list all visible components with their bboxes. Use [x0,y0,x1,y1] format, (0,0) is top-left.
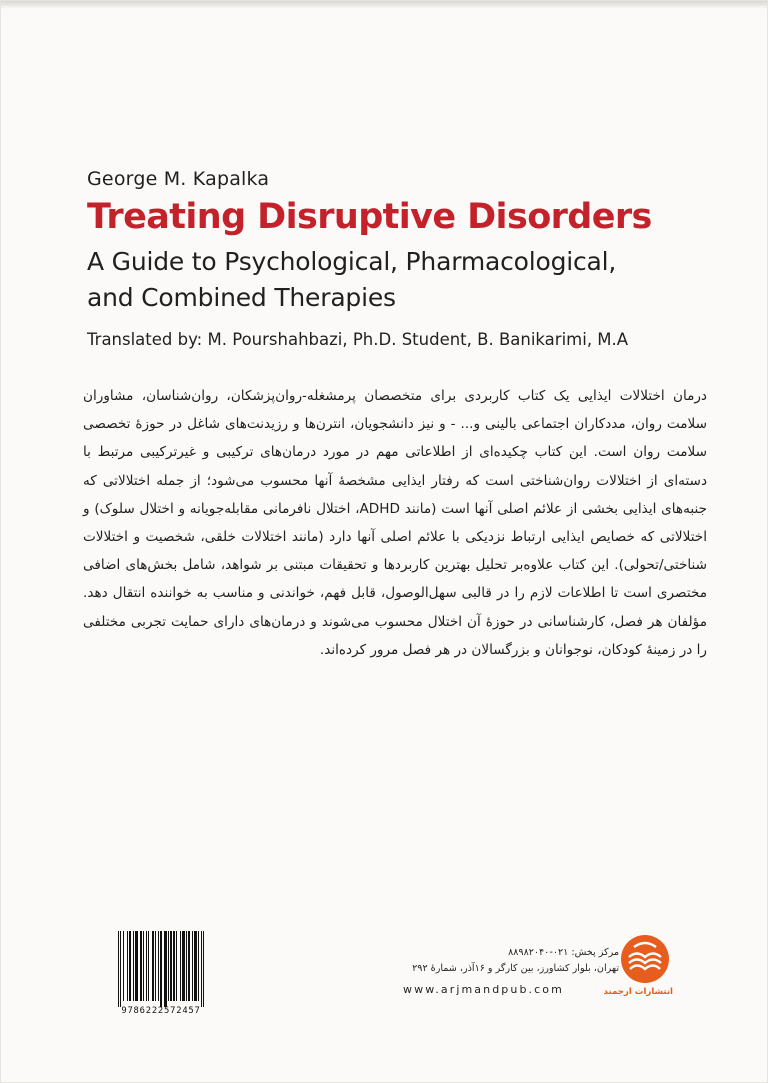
publisher-logo-text: انتشارات ارجمند [603,987,673,997]
translators-line: Translated by: M. Pourshahbazi, Ph.D. Student, B. Banikarimi, M.A [87,330,629,349]
publisher-contact [403,945,619,997]
author-name: George M. Kapalka [87,168,270,190]
isbn-barcode [91,931,231,1017]
open-book-stripes-logo-icon [620,933,670,985]
barcode-bars [91,931,231,1005]
distribution-center-phone: مرکز پخش: ۰۲۱-۸۸۹۸۲۰۴۰ [508,947,619,958]
book-title: Treating Disruptive Disorders [87,197,652,237]
publisher-website: www.arjmandpub.com [403,983,564,996]
english-title-block [87,168,697,349]
barcode-bar [203,931,204,1007]
barcode-number: 9786222572457 [121,1006,201,1016]
subtitle-line-2: and Combined Therapies [87,283,396,312]
subtitle-line-1: A Guide to Psychological, Pharmacological, [87,247,617,276]
persian-description: درمان اختلالات ایذایی یک کتاب کاربردی برای متخصصان پرمشغله-روان‌پزشکان، روان‌شناسان، مشاوران سلامت روان، مددکاران اجتماعی بالینی و... - و نیز دانشجویان، انترن‌ها و رزیدنت‌های شاغل در حوزهٔ تخصصی سلامت روان است. این کتاب چکیده‌ای از اطلاعاتی مهم در مورد درمان‌های ترکیبی و غیرترکیبی مرتبط با دسته‌ای از اختلالات روان‌شناختی است که رفتار ایذایی مشخصهٔ آنها محسوب می‌شود؛ از جمله اختلالاتی که جنبه‌های ایذایی بخشی از علائم اصلی آنها است (مانند ADHD، اختلال نافرمانی مقابله‌جویانه و اختلال سلوک) و اختلالاتی که خصایص ایذایی ارتباط نزدیکی با علائم اصلی آنها دارد (مانند اختلالات خلقی، شخصیت و اختلالات شناختی/تحولی). این کتاب علاوه‌بر تحلیل بهترین کاربردها و تحقیقات مبتنی بر شواهد، شامل بخش‌های اضافی مختصری است تا اطلاعات لازم را در قالبی سهل‌الوصول، قابل فهم، خواندنی و مناسب به خواننده انتقال دهد. مؤلفان هر فصل، کارشناسانی در حوزهٔ آن اختلال محسوب می‌شوند و درمان‌های دارای حمایت تجربی مختلفی را در زمینهٔ کودکان، نوجوانان و بزرگسالان در هر فصل مرور کرده‌اند. [83,388,707,658]
publisher-address: تهران، بلوار کشاورز، بین کارگر و ۱۶آذر، شمارهٔ ۲۹۲ [412,963,619,974]
page-edge-shadow [1,1,767,9]
publisher-logo [603,933,673,1013]
